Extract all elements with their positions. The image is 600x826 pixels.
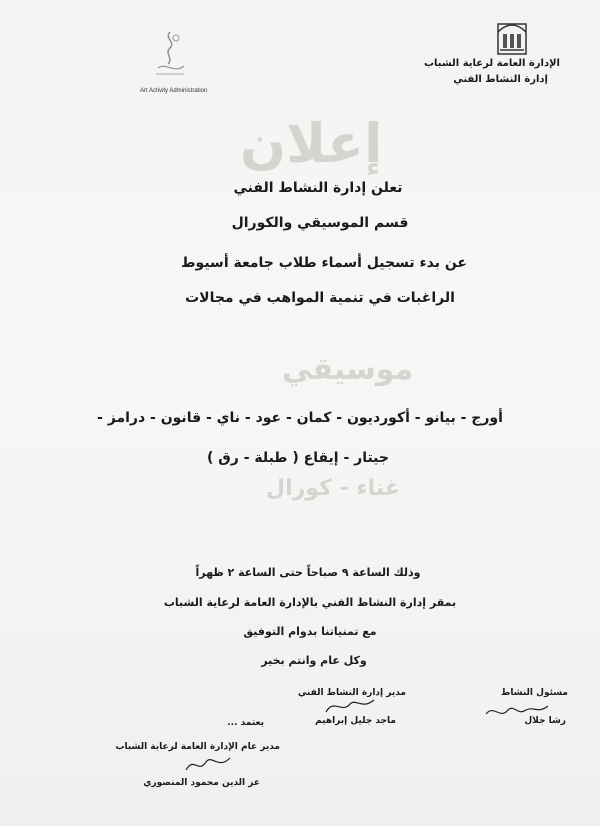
announcement-line1: تعلن إدارة النشاط الفني	[233, 180, 403, 196]
general-manager-title: مدير عام الإدارة العامة لرعاية الشباب	[115, 742, 280, 752]
art-director-name: ماجد جليل إبراهيم	[315, 716, 396, 726]
instruments-line1: أورج - بيانو - أكورديون - كمان - عود - ناي - قانون - درامز -	[97, 410, 503, 426]
faded-singing-word: غناء - كورال	[266, 476, 400, 501]
greeting: وكل عام وانتم بخير	[261, 654, 367, 667]
registration-time: وذلك الساعة ٩ صباحاً حتى الساعة ٢ ظهراً	[195, 566, 421, 579]
good-wishes: مع تمنياتنا بدوام التوفيق	[243, 625, 377, 638]
faded-announcement-word: إعلان	[240, 112, 383, 175]
org-name-line1: الإدارة العامة لرعاية الشباب	[423, 58, 560, 69]
approval-label: يعتمد ...	[227, 718, 264, 728]
org-name-line2: إدارة النشاط الفني	[453, 74, 548, 85]
activity-officer-name: رشا جلال	[524, 716, 566, 726]
admin-english-label: Art Activity Administration	[140, 88, 208, 94]
university-logo	[492, 18, 532, 58]
registration-place: بمقر إدارة النشاط الفني بالإدارة العامة لرعاية الشباب	[163, 596, 457, 609]
announcement-line3: عن بدء تسجيل أسماء طلاب جامعة أسيوط	[181, 255, 467, 271]
art-activity-logo	[150, 28, 190, 80]
announcement-line4: الراغبات في تنمية المواهب في مجالات	[185, 290, 455, 306]
art-director-signature	[320, 696, 380, 718]
faded-music-word: موسيقي	[282, 352, 414, 387]
general-manager-signature	[178, 752, 238, 776]
announcement-line2: قسم الموسيقي والكورال	[231, 215, 409, 231]
general-manager-name: عز الدين محمود المنصوري	[143, 778, 260, 788]
art-director-title: مدير إدارة النشاط الفني	[297, 688, 406, 698]
instruments-line2: جيتار - إيقاع ( طبلة - رق )	[206, 450, 389, 466]
activity-officer-title: مسئول النشاط	[500, 688, 568, 698]
